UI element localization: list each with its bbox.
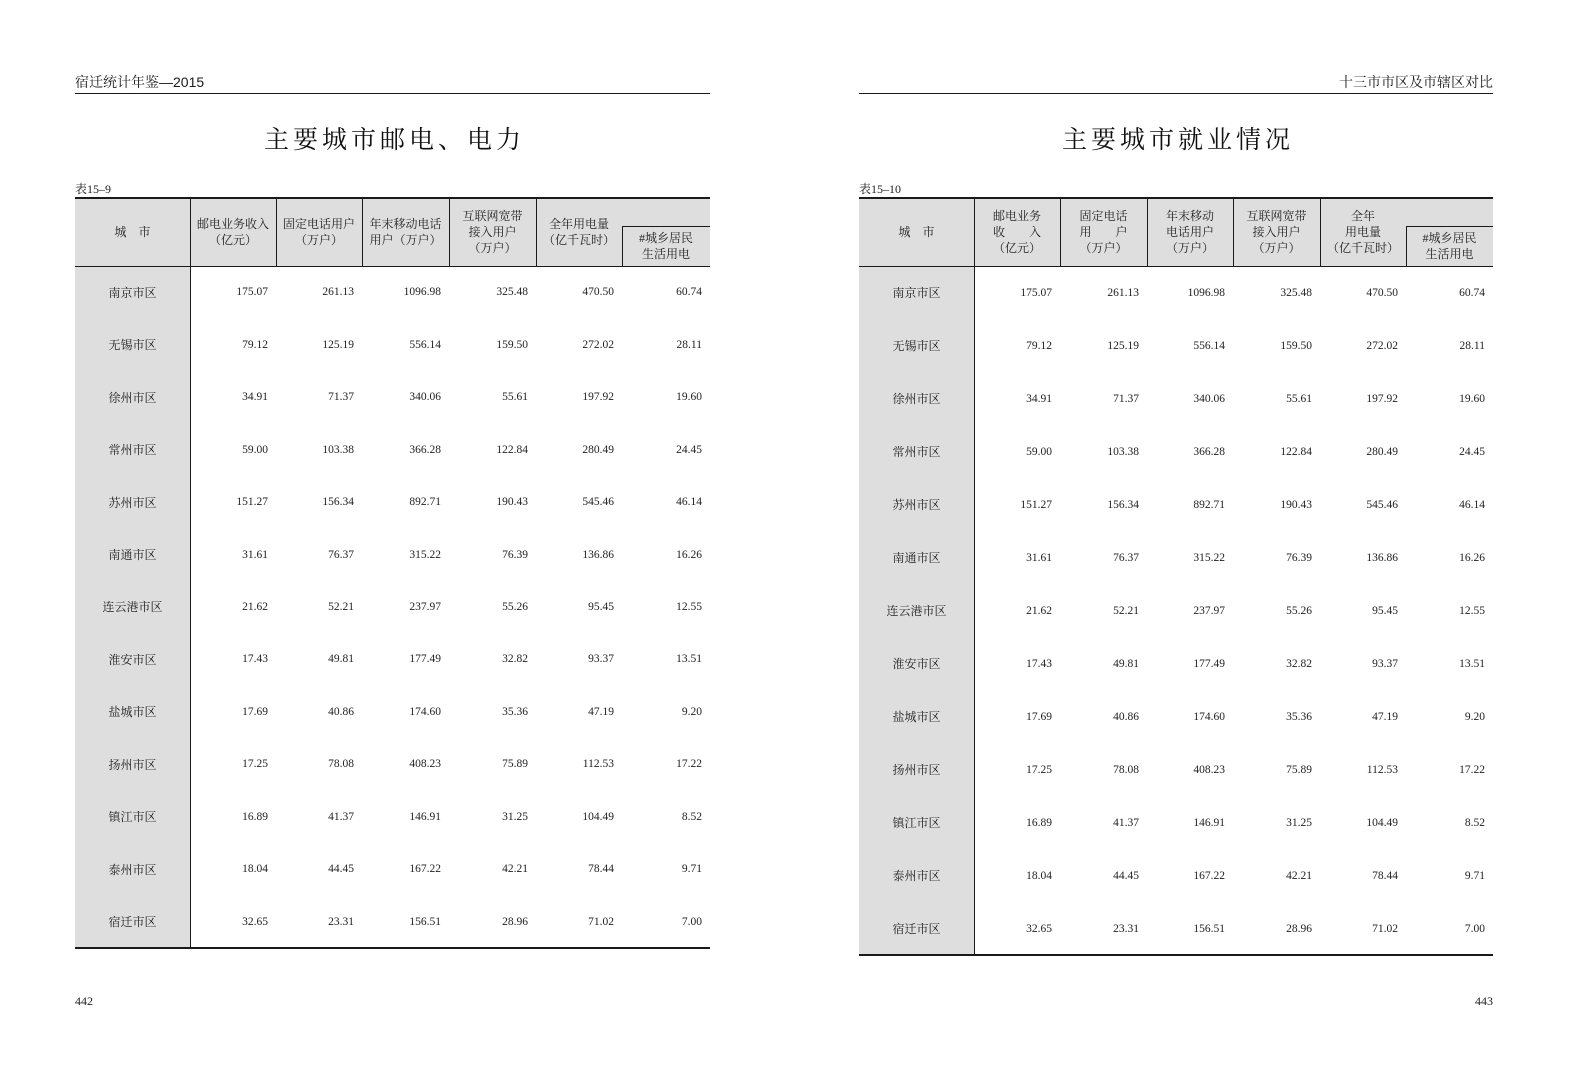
header-line: （万户）	[294, 233, 343, 247]
header-column-rule	[536, 198, 537, 266]
value-cell: 1096.98	[1187, 286, 1225, 299]
header-column-rule	[1060, 198, 1061, 266]
statistics-table	[75, 198, 710, 948]
table-row	[75, 318, 710, 370]
city-cell: 南京市区	[892, 286, 941, 300]
value-cell: 156.34	[322, 496, 354, 509]
value-cell: 7.00	[681, 915, 702, 928]
value-cell: 156.51	[1193, 922, 1225, 935]
value-cell: 325.48	[1280, 286, 1312, 299]
table-row	[75, 686, 710, 738]
city-cell: 扬州市区	[892, 763, 941, 777]
value-cell: 315.22	[409, 548, 441, 561]
header-line: （亿千瓦时）	[542, 233, 615, 247]
subheader-column-rule	[622, 226, 623, 266]
city-cell: 南京市区	[108, 285, 157, 300]
value-cell: 151.27	[1020, 498, 1052, 511]
table-row	[859, 637, 1493, 690]
value-cell: 71.02	[588, 915, 614, 928]
value-cell: 104.49	[582, 810, 614, 823]
table-row	[75, 581, 710, 633]
table-row	[859, 319, 1493, 372]
value-cell: 8.52	[1464, 816, 1485, 829]
value-cell: 545.46	[582, 496, 614, 509]
value-cell: 103.38	[322, 443, 354, 456]
value-cell: 1096.98	[403, 286, 441, 299]
city-cell: 徐州市区	[108, 390, 157, 405]
value-cell: 21.62	[1026, 604, 1052, 617]
value-cell: 190.43	[496, 496, 528, 509]
value-cell: 52.21	[1113, 604, 1139, 617]
header-cell-city	[859, 198, 974, 266]
value-cell: 190.43	[1280, 498, 1312, 511]
page-number: 443	[1475, 994, 1493, 1008]
table-row	[75, 738, 710, 790]
value-cell: 16.89	[1026, 816, 1052, 829]
value-cell: 76.39	[1286, 551, 1312, 564]
value-cell: 42.21	[502, 863, 528, 876]
header-line: 用户（万户）	[369, 233, 442, 247]
header-column-rule	[1147, 198, 1148, 266]
header-line: （亿元）	[208, 233, 257, 247]
value-cell: 32.65	[242, 915, 268, 928]
value-cell: 32.65	[1026, 922, 1052, 935]
value-cell: 470.50	[1366, 286, 1398, 299]
table-row	[75, 371, 710, 423]
table-row	[859, 478, 1493, 531]
value-cell: 44.45	[1113, 869, 1139, 882]
header-line: （万户）	[1165, 241, 1214, 255]
table-row	[859, 743, 1493, 796]
value-cell: 40.86	[328, 705, 354, 718]
city-cell: 镇江市区	[892, 816, 941, 830]
value-cell: 272.02	[582, 338, 614, 351]
value-cell: 167.22	[409, 863, 441, 876]
value-cell: 71.02	[1372, 922, 1398, 935]
value-cell: 55.26	[1286, 604, 1312, 617]
value-cell: 44.45	[328, 863, 354, 876]
value-cell: 408.23	[1193, 763, 1225, 776]
value-cell: 28.11	[1459, 339, 1485, 352]
value-cell: 60.74	[676, 286, 702, 299]
statistics-table	[859, 198, 1493, 955]
value-cell: 35.36	[1286, 710, 1312, 723]
header-column-rule	[276, 198, 277, 266]
header-line: 固定电话用户	[282, 217, 355, 231]
header-cell-city	[75, 198, 190, 266]
value-cell: 17.69	[242, 705, 268, 718]
value-cell: 75.89	[502, 758, 528, 771]
value-cell: 79.12	[242, 338, 268, 351]
header-line: 用 户	[1079, 225, 1128, 239]
value-cell: 49.81	[328, 653, 354, 666]
value-cell: 41.37	[328, 810, 354, 823]
value-cell: 174.60	[409, 705, 441, 718]
value-cell: 76.37	[328, 548, 354, 561]
header-line: 年末移动	[1165, 209, 1214, 223]
header-line: 接入用户	[1252, 225, 1301, 239]
value-cell: 55.26	[502, 600, 528, 613]
value-cell: 125.19	[322, 338, 354, 351]
table-row	[75, 843, 710, 895]
value-cell: 28.96	[502, 915, 528, 928]
page-title: 主要城市就业情况	[1061, 126, 1294, 154]
header-cell	[1320, 198, 1406, 266]
city-cell: 宿迁市区	[108, 915, 157, 930]
value-cell: 19.60	[676, 391, 702, 404]
value-cell: 174.60	[1193, 710, 1225, 723]
table-row	[75, 266, 710, 318]
table-row	[859, 849, 1493, 902]
value-cell: 122.84	[1280, 445, 1312, 458]
value-cell: 31.61	[242, 548, 268, 561]
table-label: 表15–9	[75, 182, 112, 196]
header-cell	[362, 198, 449, 266]
header-cell	[276, 198, 362, 266]
city-cell: 盐城市区	[892, 710, 941, 724]
value-cell: 13.51	[676, 653, 702, 666]
value-cell: 18.04	[1026, 869, 1052, 882]
header-column-rule	[1233, 198, 1234, 266]
table-row	[859, 425, 1493, 478]
city-cell: 无锡市区	[892, 339, 941, 353]
value-cell: 470.50	[582, 286, 614, 299]
value-cell: 9.71	[681, 863, 702, 876]
header-line: 生活用电	[1425, 247, 1474, 261]
table-row	[859, 266, 1493, 319]
value-cell: 366.28	[1193, 445, 1225, 458]
value-cell: 159.50	[1280, 339, 1312, 352]
city-cell: 连云港市区	[886, 604, 947, 618]
value-cell: 366.28	[409, 443, 441, 456]
header-line: 接入用户	[468, 225, 517, 239]
value-cell: 9.20	[681, 705, 702, 718]
header-line: 固定电话	[1079, 209, 1128, 223]
header-cell	[974, 198, 1060, 266]
value-cell: 125.19	[1107, 339, 1139, 352]
header-cell-sub	[622, 226, 710, 266]
value-cell: 122.84	[496, 443, 528, 456]
value-cell: 41.37	[1113, 816, 1139, 829]
value-cell: 197.92	[582, 391, 614, 404]
value-cell: 13.51	[1459, 657, 1485, 670]
value-cell: 159.50	[496, 338, 528, 351]
value-cell: 556.14	[409, 338, 441, 351]
value-cell: 18.04	[242, 863, 268, 876]
value-cell: 9.20	[1464, 710, 1485, 723]
value-cell: 32.82	[502, 653, 528, 666]
value-cell: 272.02	[1366, 339, 1398, 352]
header-column-rule	[1320, 198, 1321, 266]
value-cell: 261.13	[1107, 286, 1139, 299]
header-line: 全年	[1350, 209, 1375, 223]
table-top-rule	[75, 197, 710, 199]
table-row	[859, 902, 1493, 955]
value-cell: 59.00	[1026, 445, 1052, 458]
table-row	[75, 476, 710, 528]
value-cell: 40.86	[1113, 710, 1139, 723]
value-cell: 175.07	[1020, 286, 1052, 299]
value-cell: 46.14	[676, 496, 702, 509]
value-cell: 136.86	[582, 548, 614, 561]
value-cell: 31.61	[1026, 551, 1052, 564]
header-line: 互联网宽带	[462, 209, 523, 223]
value-cell: 78.44	[1372, 869, 1398, 882]
value-cell: 55.61	[502, 391, 528, 404]
value-cell: 340.06	[1193, 392, 1225, 405]
value-cell: 146.91	[409, 810, 441, 823]
table-label: 表15–10	[859, 182, 902, 196]
value-cell: 12.55	[1459, 604, 1485, 617]
value-cell: 59.00	[242, 443, 268, 456]
value-cell: 545.46	[1366, 498, 1398, 511]
header-cell	[1060, 198, 1147, 266]
header-rule	[75, 93, 710, 94]
header-cell	[190, 198, 276, 266]
header-cell	[1233, 198, 1320, 266]
value-cell: 104.49	[1366, 816, 1398, 829]
header-cell	[449, 198, 536, 266]
value-cell: 19.60	[1459, 392, 1485, 405]
value-cell: 78.08	[1113, 763, 1139, 776]
value-cell: 167.22	[1193, 869, 1225, 882]
value-cell: 136.86	[1366, 551, 1398, 564]
value-cell: 95.45	[588, 600, 614, 613]
header-line: 城 市	[114, 225, 151, 239]
value-cell: 261.13	[322, 286, 354, 299]
value-cell: 197.92	[1366, 392, 1398, 405]
table-row	[75, 528, 710, 580]
city-cell: 淮安市区	[892, 657, 941, 671]
value-cell: 17.22	[1459, 763, 1485, 776]
value-cell: 16.26	[1459, 551, 1485, 564]
table-row	[75, 791, 710, 843]
value-cell: 892.71	[409, 496, 441, 509]
value-cell: 52.21	[328, 600, 354, 613]
subheader-column-rule	[1406, 226, 1407, 266]
city-cell: 无锡市区	[108, 338, 157, 353]
value-cell: 9.71	[1464, 869, 1485, 882]
table-row	[75, 423, 710, 475]
value-cell: 23.31	[1113, 922, 1139, 935]
city-cell: 南通市区	[892, 551, 941, 565]
value-cell: 156.34	[1107, 498, 1139, 511]
value-cell: 17.69	[1026, 710, 1052, 723]
value-cell: 21.62	[242, 600, 268, 613]
value-cell: 156.51	[409, 915, 441, 928]
header-column-rule	[362, 198, 363, 266]
city-cell: 泰州市区	[892, 869, 941, 883]
value-cell: 79.12	[1026, 339, 1052, 352]
value-cell: 340.06	[409, 391, 441, 404]
value-cell: 280.49	[582, 443, 614, 456]
header-line: （亿元）	[992, 241, 1041, 255]
city-cell: 泰州市区	[108, 862, 157, 877]
value-cell: 24.45	[1459, 445, 1485, 458]
header-line: （万户）	[1252, 241, 1301, 255]
value-cell: 75.89	[1286, 763, 1312, 776]
value-cell: 95.45	[1372, 604, 1398, 617]
header-line: 邮电业务	[992, 209, 1041, 223]
subheader-top-rule	[1406, 226, 1493, 227]
value-cell: 24.45	[676, 443, 702, 456]
value-cell: 17.25	[1026, 763, 1052, 776]
value-cell: 76.39	[502, 548, 528, 561]
page-title: 主要城市邮电、电力	[263, 126, 525, 154]
value-cell: 71.37	[328, 391, 354, 404]
value-cell: 34.91	[242, 391, 268, 404]
header-cell	[536, 198, 622, 266]
city-cell: 徐州市区	[892, 392, 941, 406]
value-cell: 46.14	[1459, 498, 1485, 511]
header-line: 收 入	[992, 225, 1041, 239]
value-cell: 49.81	[1113, 657, 1139, 670]
city-cell: 镇江市区	[108, 810, 157, 825]
table-row	[75, 896, 710, 948]
value-cell: 55.61	[1286, 392, 1312, 405]
header-rule	[859, 93, 1493, 94]
city-cell: 南通市区	[108, 548, 157, 563]
city-cell: 苏州市区	[892, 498, 941, 512]
value-cell: 93.37	[588, 653, 614, 666]
value-cell: 556.14	[1193, 339, 1225, 352]
value-cell: 31.25	[1286, 816, 1312, 829]
table-row	[859, 531, 1493, 584]
value-cell: 16.89	[242, 810, 268, 823]
city-cell: 常州市区	[892, 445, 941, 459]
value-cell: 325.48	[496, 286, 528, 299]
value-cell: 17.43	[242, 653, 268, 666]
value-cell: 175.07	[236, 286, 268, 299]
header-cell-sub	[1406, 226, 1493, 266]
value-cell: 47.19	[588, 705, 614, 718]
table-row	[859, 372, 1493, 425]
value-cell: 112.53	[1366, 763, 1398, 776]
value-cell: 177.49	[409, 653, 441, 666]
value-cell: 237.97	[409, 600, 441, 613]
value-cell: 280.49	[1366, 445, 1398, 458]
value-cell: 408.23	[409, 758, 441, 771]
value-cell: 47.19	[1372, 710, 1398, 723]
header-line: #城乡居民	[638, 231, 693, 245]
value-cell: 78.44	[588, 863, 614, 876]
header-line: #城乡居民	[1422, 231, 1477, 245]
city-cell: 淮安市区	[108, 652, 157, 667]
city-cell: 连云港市区	[102, 600, 163, 615]
header-column-rule	[449, 198, 450, 266]
value-cell: 76.37	[1113, 551, 1139, 564]
value-cell: 23.31	[328, 915, 354, 928]
table-top-rule	[859, 197, 1493, 199]
value-cell: 103.38	[1107, 445, 1139, 458]
header-cell	[1147, 198, 1233, 266]
value-cell: 8.52	[681, 810, 702, 823]
value-cell: 12.55	[676, 600, 702, 613]
header-line: 全年用电量	[548, 217, 609, 231]
header-line: 用电量	[1344, 225, 1381, 239]
value-cell: 177.49	[1193, 657, 1225, 670]
table-row	[75, 633, 710, 685]
value-cell: 78.08	[328, 758, 354, 771]
city-cell: 扬州市区	[108, 757, 157, 772]
header-line: 生活用电	[641, 247, 690, 261]
running-header: 十三市市区及市辖区对比	[1339, 74, 1493, 90]
city-cell: 常州市区	[108, 443, 157, 458]
header-line: 城 市	[898, 225, 935, 239]
header-line: （亿千瓦时）	[1326, 241, 1399, 255]
header-line: （万户）	[468, 241, 517, 255]
city-cell: 盐城市区	[108, 705, 157, 720]
table-row	[859, 796, 1493, 849]
subheader-top-rule	[622, 226, 710, 227]
city-cell: 宿迁市区	[892, 922, 941, 936]
value-cell: 28.96	[1286, 922, 1312, 935]
value-cell: 42.21	[1286, 869, 1312, 882]
value-cell: 892.71	[1193, 498, 1225, 511]
value-cell: 315.22	[1193, 551, 1225, 564]
value-cell: 112.53	[582, 758, 614, 771]
table-row	[859, 584, 1493, 637]
value-cell: 32.82	[1286, 657, 1312, 670]
header-line: 年末移动电话	[369, 217, 442, 231]
value-cell: 34.91	[1026, 392, 1052, 405]
value-cell: 93.37	[1372, 657, 1398, 670]
value-cell: 16.26	[676, 548, 702, 561]
value-cell: 146.91	[1193, 816, 1225, 829]
value-cell: 17.22	[676, 758, 702, 771]
value-cell: 7.00	[1464, 922, 1485, 935]
value-cell: 35.36	[502, 705, 528, 718]
running-header: 宿迁统计年鉴—2015	[75, 74, 205, 90]
value-cell: 17.43	[1026, 657, 1052, 670]
table-row	[859, 690, 1493, 743]
value-cell: 71.37	[1113, 392, 1139, 405]
header-line: 邮电业务收入	[196, 217, 269, 231]
value-cell: 17.25	[242, 758, 268, 771]
value-cell: 28.11	[676, 338, 702, 351]
city-cell: 苏州市区	[108, 495, 157, 510]
header-line: （万户）	[1079, 241, 1128, 255]
header-line: 电话用户	[1165, 225, 1214, 239]
value-cell: 151.27	[236, 496, 268, 509]
value-cell: 237.97	[1193, 604, 1225, 617]
header-line: 互联网宽带	[1246, 209, 1307, 223]
value-cell: 60.74	[1459, 286, 1485, 299]
page-number: 442	[75, 994, 93, 1008]
value-cell: 31.25	[502, 810, 528, 823]
